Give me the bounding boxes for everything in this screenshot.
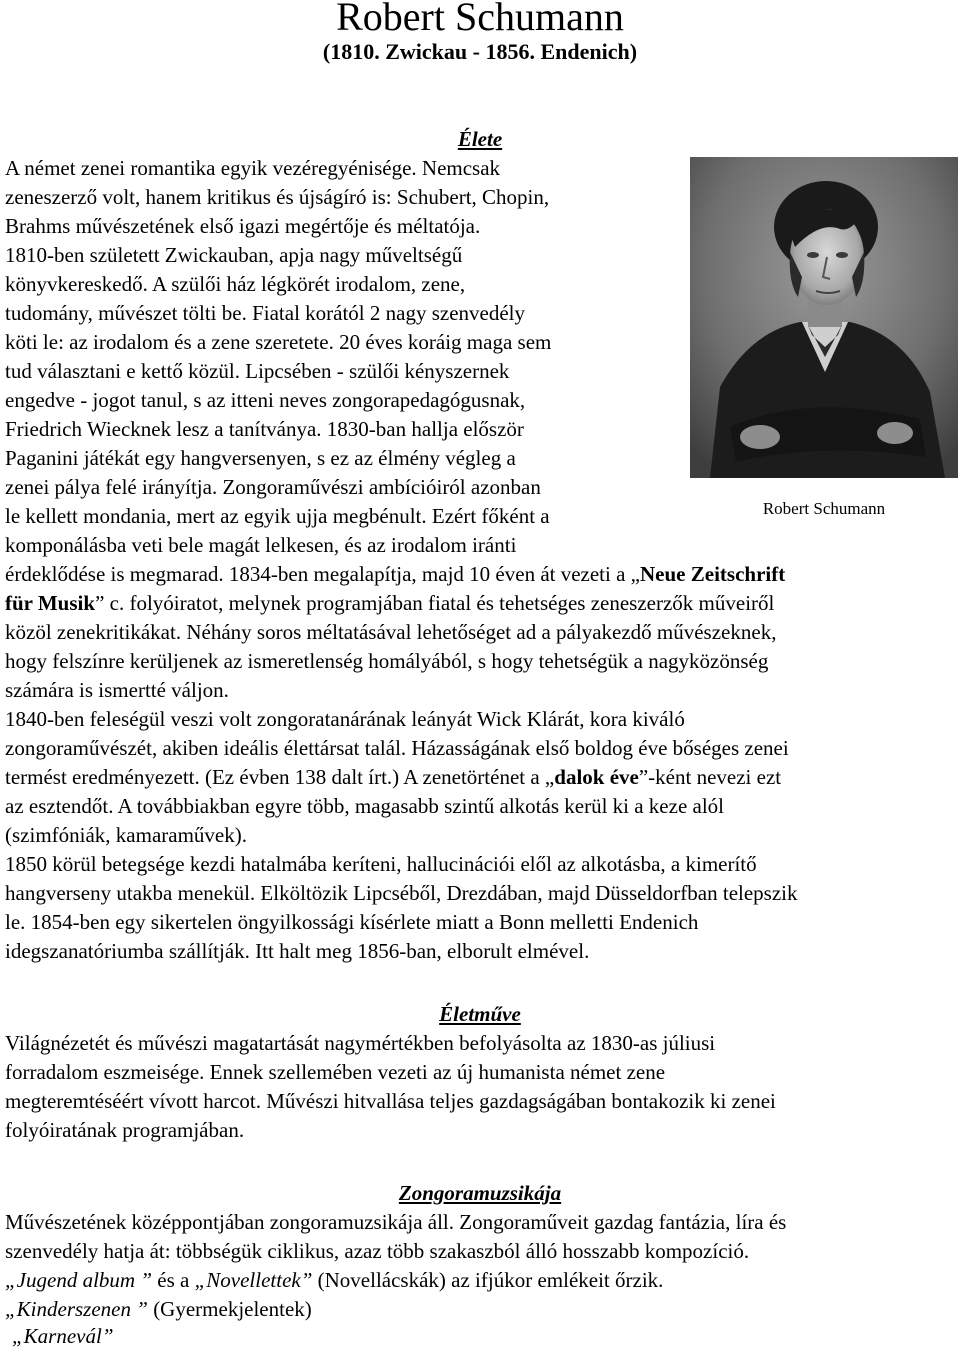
text-line: számára is ismertté váljon.	[5, 678, 229, 702]
text-line: tudomány, művészet tölti be. Fiatal korától 2 nagy szenvedély	[5, 301, 526, 325]
text-line: A német zenei romantika egyik vezéregyénisége. Nemcsak	[5, 156, 501, 180]
text-line: zeneszerző volt, hanem kritikus és újságíró is: Schubert, Chopin,	[5, 185, 550, 209]
text-line: idegszanatóriumba szállítják. Itt halt meg 1856-ban, elborult elmével.	[5, 939, 590, 963]
text-run: érdeklődése is megmarad. 1834-ben megalapítja, majd 10 éven át vezeti a „	[5, 562, 640, 586]
text-line	[5, 1295, 312, 1324]
text-line: szenvedély hatja át: többségük ciklikus, azaz több szakaszból álló hosszabb kompozíció.	[5, 1239, 750, 1263]
text-line: 1840-ben feleségül veszi volt zongoratanárának leányát Wick Klárát, kora kiváló	[5, 707, 685, 731]
journal-title-part2: für Musik	[5, 591, 96, 615]
text-line: zongoraművészét, akiben ideális élettársat talál. Házasságának első boldog éve bőséges zenei	[5, 736, 789, 760]
portrait-caption: Robert Schumann	[762, 499, 886, 518]
text-line: Paganini játékát egy hangversenyen, s ez az élmény végleg a	[5, 446, 516, 470]
text-line: le kellett mondania, mert az egyik ujja megbénult. Ezért főként a	[5, 504, 550, 528]
text-line: engedve - jogot tanul, s az itteni neves zongorapedagógusnak,	[5, 388, 526, 412]
text-line: forradalom eszmeisége. Ennek szellemében vezeti az új humanista német zene	[5, 1060, 666, 1084]
text-line	[5, 560, 785, 589]
text-run: és a	[152, 1268, 195, 1292]
text-line: Világnézetét és művészi magatartását nagymértékben befolyásolta az 1830-as júliusi	[5, 1031, 716, 1055]
section-heading-piano: Zongoramuzsikája	[398, 1181, 562, 1205]
section-heading-work: Életműve	[439, 1002, 521, 1026]
text-line: tud választani e kettő közül. Lipcsében - szülői kényszernek	[5, 359, 510, 383]
work-title: „Karnevál”	[12, 1324, 114, 1348]
text-line: 1850 körül betegsége kezdi hatalmába keríteni, hallucinációi elől az alkotásba, a kimerítő	[5, 852, 757, 876]
text-line: Brahms művészetének első igazi megértője és méltatója.	[5, 214, 481, 238]
text-line: közöl zenekritikákat. Néhány soros méltatásával lehetőséget ad a pályakezdő művészeknek,	[5, 620, 777, 644]
year-of-songs: dalok éve	[554, 765, 639, 789]
work-title: „Jugend album ”	[5, 1268, 152, 1292]
text-run: (Gyermekjelentek)	[147, 1297, 312, 1321]
text-run: ”-ként nevezi ezt	[638, 765, 782, 789]
text-line: az esztendőt. A továbbiakban egyre több, magasabb szintű alkotás kerül ki a keze alól	[5, 794, 725, 818]
text-line: folyóiratának programjában.	[5, 1118, 245, 1142]
text-line: le. 1854-ben egy sikertelen öngyilkossági kísérlete miatt a Bonn melletti Endenich	[5, 910, 699, 934]
text-line	[5, 589, 774, 618]
text-run: (Novellácskák) az ifjúkor emlékeit őrzik.	[312, 1268, 664, 1292]
portrait-photo	[690, 157, 958, 478]
text-line: hangverseny utakba menekül. Elköltözik Lipcséből, Drezdában, majd Düsseldorfban telepszik	[5, 881, 798, 905]
text-line: (szimfóniák, kamaraművek).	[5, 823, 247, 847]
text-line: komponálásba veti bele magát lelkesen, és az irodalom iránti	[5, 533, 517, 557]
text-run: ” c. folyóiratot, melynek programjában fiatal és tehetséges zeneszerzők műveiről	[95, 591, 775, 615]
section-heading-life: Élete	[457, 127, 503, 151]
work-title: „Novellettek”	[194, 1268, 313, 1292]
text-line: 1810-ben született Zwickauban, apja nagy műveltségű	[5, 243, 463, 267]
page-subtitle: (1810. Zwickau - 1856. Endenich)	[322, 39, 638, 64]
text-line	[12, 1322, 114, 1351]
work-title: „Kinderszenen ”	[5, 1297, 148, 1321]
text-line: hogy felszínre kerüljenek az ismeretlenség homályából, s hogy tehetségük a nagyközönség	[5, 649, 769, 673]
text-line: Friedrich Wiecknek lesz a tanítványa. 1830-ban hallja először	[5, 417, 524, 441]
journal-title-part1: Neue Zeitschrift	[640, 562, 786, 586]
text-run: termést eredményezett. (Ez évben 138 dalt írt.) A zenetörténet a „	[5, 765, 555, 789]
text-line: könyvkereskedő. A szülői ház légkörét irodalom, zene,	[5, 272, 466, 296]
text-line	[5, 763, 781, 792]
text-line: Művészetének középpontjában zongoramuzsikája áll. Zongoraműveit gazdag fantázia, líra és	[5, 1210, 787, 1234]
text-line	[5, 1266, 663, 1295]
page-title: Robert Schumann	[336, 0, 624, 39]
text-line: megteremtéséért vívott harcot. Művészi hitvallása teljes gazdagságában bontakozik ki zenei	[5, 1089, 776, 1113]
text-line: zenei pálya felé irányítja. Zongoraművészi ambícióiról azonban	[5, 475, 541, 499]
text-line: köti le: az irodalom és a zene szeretete. 20 éves koráig maga sem	[5, 330, 552, 354]
